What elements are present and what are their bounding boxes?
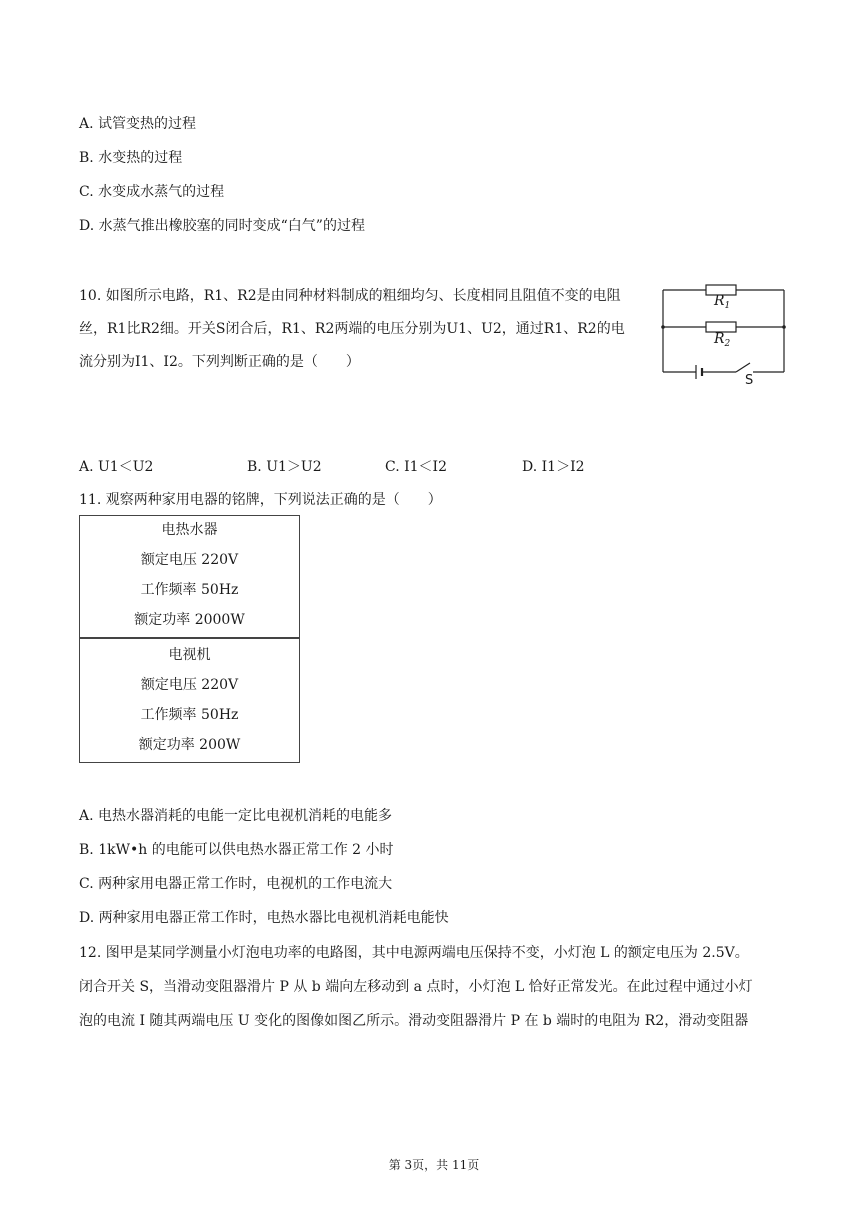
q11-option-b: B. 1kW•h 的电能可以供电热水器正常工作 2 小时 [79,842,394,858]
q9-option-d: D. 水蒸气推出橡胶塞的同时变成“白气”的过程 [79,218,365,234]
page-number-footer: 第 3页，共 11页 [388,1158,480,1172]
r2-label: $R_2$ [714,331,731,349]
q12-stem-line2: 闭合开关 S，当滑动变阻器滑片 P 从 b 端向左移动到 a 点时，小灯泡 L 恰好正常发光。在此过程中通过小灯 [79,979,753,995]
q10-stem-line3: 流分别为I1、I2。下列判断正确的是（ ） [79,354,360,370]
nameplate-power: 额定功率 200W [138,737,241,753]
nameplate-power: 额定功率 2000W [134,612,245,628]
nameplate-title: 电视机 [168,647,211,663]
q10-option-b: B. U1＞U2 [247,459,322,475]
q10-option-a: A. U1＜U2 [79,459,154,475]
q9-option-a: A. 试管变热的过程 [79,116,197,132]
q11-option-a: A. 电热水器消耗的电能一定比电视机消耗的电能多 [79,808,393,824]
q10-option-c: C. I1＜I2 [385,459,447,475]
nameplate-title: 电热水器 [161,522,218,538]
nameplate-water-heater [79,515,300,638]
q10-stem-line1: 10. 如图所示电路，R1、R2是由同种材料制成的粗细均匀、长度相同且阻值不变的电阻 [79,288,621,304]
q11-option-c: C. 两种家用电器正常工作时，电视机的工作电流大 [79,876,393,892]
switch-label: S [745,373,754,388]
q10-option-d: D. I1＞I2 [522,459,585,475]
q11-option-d: D. 两种家用电器正常工作时，电热水器比电视机消耗电能快 [79,910,449,926]
nameplate-voltage: 额定电压 220V [140,552,239,568]
q10-stem-line2: 丝，R1比R2细。开关S闭合后，R1、R2两端的电压分别为U1、U2，通过R1、R2的电 [79,321,625,337]
nameplate-voltage: 额定电压 220V [140,677,239,693]
nameplate-frequency: 工作频率 50Hz [140,582,239,598]
switch-lever [736,363,750,372]
q12-stem-line3: 泡的电流 I 随其两端电压 U 变化的图像如图乙所示。滑动变阻器滑片 P 在 b 端时的电阻为 R2，滑动变阻器 [79,1013,749,1029]
nameplate-television [79,638,300,763]
q12-stem-line1: 12. 图甲是某同学测量小灯泡电功率的电路图，其中电源两端电压保持不变，小灯泡 L 的额定电压为 2.5V。 [79,945,749,961]
q9-option-b: B. 水变热的过程 [79,150,183,166]
r1-label: $R_1$ [714,293,731,311]
q11-stem: 11. 观察两种家用电器的铭牌，下列说法正确的是（ ） [79,492,442,508]
nameplate-frequency: 工作频率 50Hz [140,707,239,723]
q9-option-c: C. 水变成水蒸气的过程 [79,184,225,200]
